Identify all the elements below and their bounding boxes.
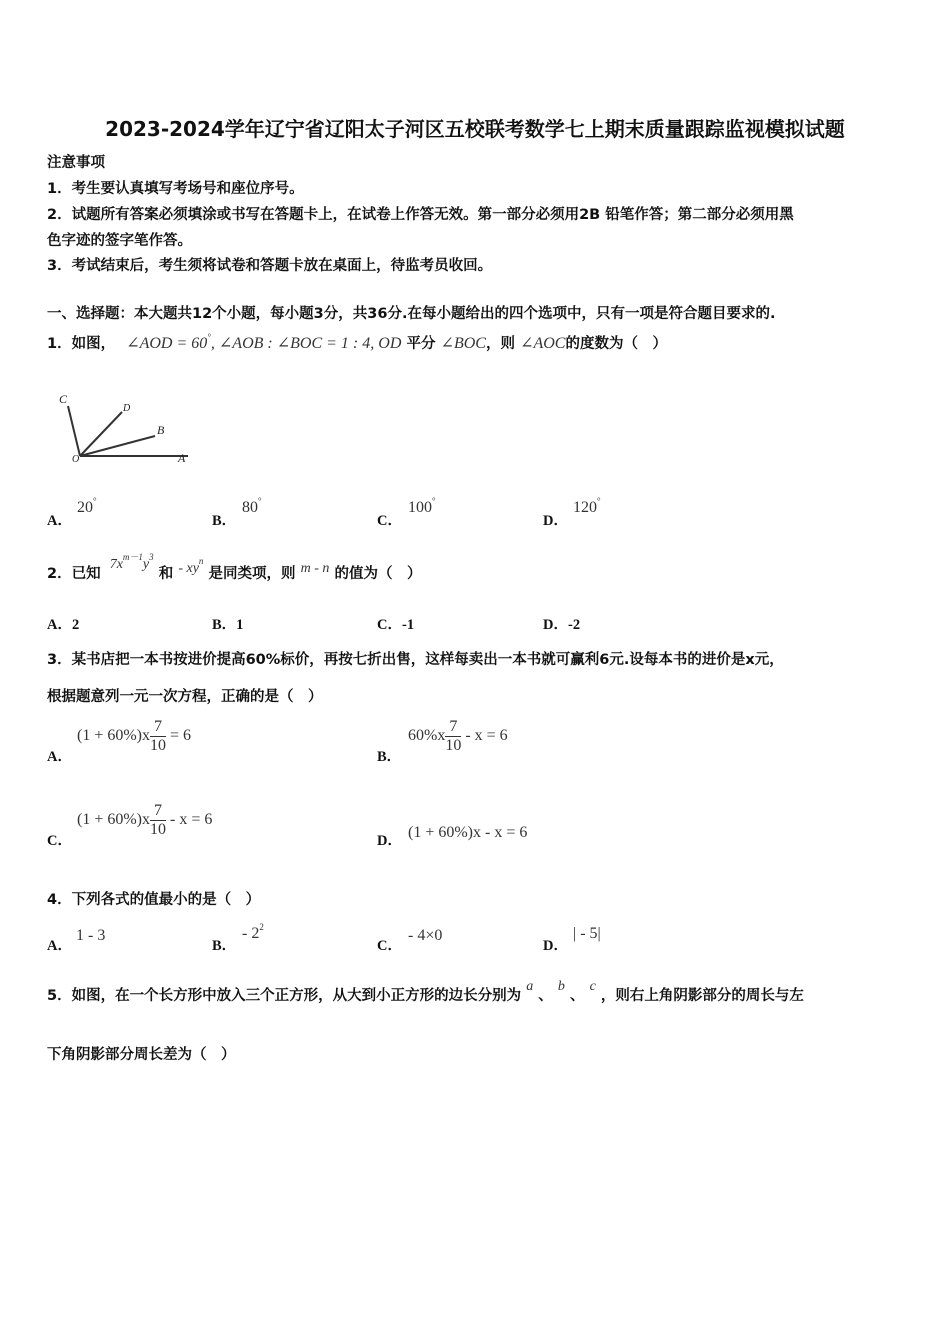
q3-option-c-label: C． [47, 833, 72, 849]
q2-option-a: A．2 [47, 617, 80, 633]
q4-option-c-label: C． [377, 938, 402, 954]
q3-option-a-label: A． [47, 749, 72, 765]
angle-figure [55, 392, 195, 472]
q1-option-c-label: C． [377, 513, 402, 529]
q2-option-d: D．-2 [543, 617, 581, 633]
page-title: 2023-2024学年辽宁省辽阳太子河区五校联考数学七上期末质量跟踪监视模拟试题 [105, 117, 845, 141]
q1-option-a-value: 20° [77, 496, 97, 516]
q4-option-d-value: | - 5| [573, 925, 601, 942]
q4-option-b-value: - $2^2$ [242, 922, 264, 942]
q2-mid: 是同类项，则 [208, 566, 296, 582]
label-a: A [178, 451, 186, 465]
label-o: O [72, 454, 80, 465]
q5-suffix: ，则右上角阴影部分的周长与左 [600, 988, 804, 1004]
label-d: D [123, 403, 131, 414]
q1-math-aod: ∠AOD = 60° [126, 332, 211, 352]
q5-var-c: c [589, 979, 596, 994]
q4-option-a-value: 1 - 3 [76, 927, 106, 944]
q2-term1: $7x^{m-1}y^3$ [109, 552, 154, 572]
q2-prefix: 2．已知 [47, 566, 101, 582]
q1-option-d-label: D． [543, 513, 568, 529]
q5-var-a: a [526, 979, 534, 994]
q5-stem-line2: 下角阴影部分周长差为（ ） [47, 1047, 236, 1063]
q3-option-c-expr: (1 + 60%)x $\frac{7}{10}$ - x = 6 [77, 802, 213, 838]
q5-prefix: 5．如图，在一个长方形中放入三个正方形，从大到小正方形的边长分别为 [47, 988, 522, 1004]
q1-math-ratio: , ∠AOB : ∠BOC = 1 : 4, OD [210, 335, 402, 352]
q2-term2: - $xy^n$ [178, 556, 204, 576]
q3-option-d-expr: (1 + 60%)x - x = 6 [408, 824, 528, 841]
q3-option-b-expr: 60%x $\frac{7}{10}$ - x = 6 [408, 718, 508, 754]
q3-option-b-label: B． [377, 749, 402, 765]
q4-option-c-value: - 4×0 [408, 927, 443, 944]
q5-var-b: b [557, 979, 565, 994]
question-1-stem [47, 332, 667, 353]
q2-and: 和 [158, 566, 174, 582]
q3-option-d-label: D． [377, 833, 402, 849]
q1-option-b-label: B． [212, 513, 237, 529]
q1-suffix: 的度数为（ ） [565, 336, 667, 352]
q2-suffix: 的值为（ ） [334, 566, 422, 582]
q1-math-aoc: ∠AOC [520, 335, 566, 352]
q1-math-boc: ∠BOC [440, 335, 486, 352]
notice-item: 3．考试结束后，考生须将试卷和答题卡放在桌面上，待监考员收回。 [47, 258, 493, 274]
q1-option-c-value: 100° [408, 496, 436, 516]
q5-sep1: 、 [538, 988, 553, 1004]
q4-option-a-label: A． [47, 938, 72, 954]
label-c: C [59, 392, 68, 406]
q4-stem: 4．下列各式的值最小的是（ ） [47, 892, 261, 908]
q2-option-b: B．1 [212, 617, 244, 633]
q5-sep2: 、 [569, 988, 585, 1004]
q4-option-b-label: B． [212, 938, 237, 954]
q1-option-d-value: 120° [573, 496, 601, 516]
q1-option-a-label: A． [47, 513, 72, 529]
question-2-stem [47, 552, 422, 583]
q1-mid2: ，则 [485, 336, 515, 352]
q2-expr: m - n [300, 561, 330, 576]
notice-item: 色字迹的签字笔作答。 [47, 233, 192, 249]
notice-heading: 注意事项 [47, 155, 105, 171]
q1-prefix: 1．如图， [47, 336, 116, 352]
notice-item: 2．试题所有答案必须填涂或书写在答题卡上，在试卷上作答无效。第一部分必须用2B 铅笔作答；第二部分必须用黑 [47, 207, 794, 223]
question-5-stem [47, 979, 804, 1005]
q4-option-d-label: D． [543, 938, 568, 954]
q3-stem-line2: 根据题意列一元一次方程，正确的是（ ） [47, 689, 323, 705]
q1-mid: 平分 [406, 336, 436, 352]
notice-item: 1．考生要认真填写考场号和座位序号。 [47, 181, 304, 197]
q3-stem-line1: 3．某书店把一本书按进价提高60%标价，再按七折出售，这样每卖出一本书就可赢利6元.设每本书的进价是x元， [47, 652, 784, 668]
q3-option-a-expr: (1 + 60%)x $\frac{7}{10}$ = 6 [77, 718, 192, 754]
label-b: B [157, 423, 165, 437]
q2-option-c: C．-1 [377, 617, 415, 633]
section-heading: 一、选择题：本大题共12个小题，每小题3分，共36分.在每小题给出的四个选项中，只有一项是符合题目要求的. [47, 306, 776, 322]
q1-option-b-value: 80° [242, 496, 262, 516]
